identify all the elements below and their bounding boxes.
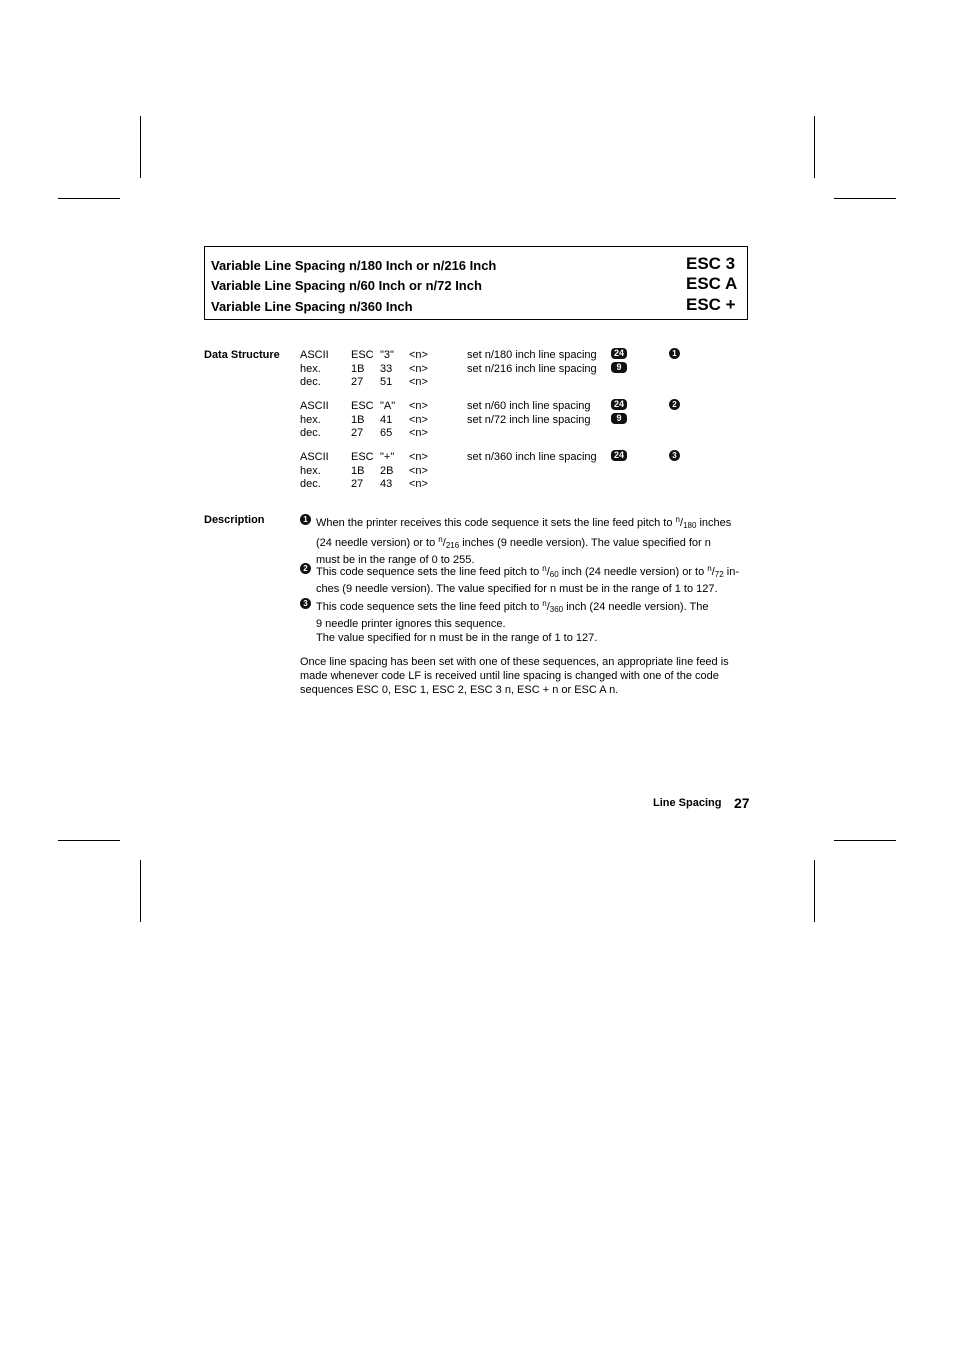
header-command: ESC A <box>686 274 738 293</box>
crop-mark <box>834 840 896 841</box>
param-cell: <n> <box>409 414 428 426</box>
code-cell: 1B <box>351 414 365 426</box>
param-cell: <n> <box>409 451 428 463</box>
crop-mark <box>140 860 141 922</box>
param-cell: <n> <box>409 349 428 361</box>
needle-9-badge-icon: 9 <box>611 413 627 424</box>
header-title: Variable Line Spacing n/360 Inch <box>211 299 413 314</box>
row-description: set n/60 inch line spacing <box>467 400 591 412</box>
row-type: hex. <box>300 414 321 426</box>
header-command: ESC 3 <box>686 254 736 273</box>
needle-24-badge-icon: 24 <box>611 450 627 461</box>
row-type: dec. <box>300 427 321 439</box>
code-cell: 27 <box>351 376 364 388</box>
page-number: 27 <box>734 795 750 811</box>
code-cell: 2B <box>380 465 394 477</box>
footnote-marker-icon: 2 <box>300 563 311 574</box>
code-cell: ESC <box>351 400 374 412</box>
crop-mark <box>58 840 120 841</box>
footnote-marker-icon: 1 <box>300 514 311 525</box>
code-cell: 43 <box>380 478 393 490</box>
header-command: ESC + <box>686 295 736 314</box>
row-type: dec. <box>300 478 321 490</box>
code-cell: 51 <box>380 376 393 388</box>
crop-mark <box>814 860 815 922</box>
description-item: When the printer receives this code sequence it sets the line feed pitch to $^n/_{180}$ inches (24 needle version) or to $^n/_{216}$ inches (9 needle version). The value specified for n must be in the range of 0 to 255. <box>316 515 732 566</box>
footnote-marker-icon: 2 <box>669 399 680 410</box>
description-item: This code sequence sets the line feed pitch to $^n/_{360}$ inch (24 needle version). The 9 needle printer ignores this sequence. The value specified for n must be in the range of 1 to 127. <box>316 599 709 644</box>
row-type: ASCII <box>300 400 329 412</box>
row-type: hex. <box>300 363 321 375</box>
row-type: dec. <box>300 376 321 388</box>
crop-mark <box>140 116 141 178</box>
row-type: ASCII <box>300 349 329 361</box>
param-cell: <n> <box>409 427 428 439</box>
row-description: set n/216 inch line spacing <box>467 363 597 375</box>
row-description: set n/72 inch line spacing <box>467 414 591 426</box>
needle-24-badge-icon: 24 <box>611 399 627 410</box>
footnote-marker-icon: 3 <box>300 598 311 609</box>
needle-24-badge-icon: 24 <box>611 348 627 359</box>
code-cell: 33 <box>380 363 393 375</box>
row-description: set n/180 inch line spacing <box>467 349 597 361</box>
row-type: ASCII <box>300 451 329 463</box>
code-cell: 65 <box>380 427 393 439</box>
code-cell: 27 <box>351 427 364 439</box>
footnote-marker-icon: 1 <box>669 348 680 359</box>
param-cell: <n> <box>409 465 428 477</box>
code-cell: 1B <box>351 465 365 477</box>
code-cell: ESC <box>351 349 374 361</box>
header-title: Variable Line Spacing n/180 Inch or n/216 Inch <box>211 258 497 273</box>
param-cell: <n> <box>409 376 428 388</box>
section-label-description: Description <box>204 514 265 526</box>
needle-9-badge-icon: 9 <box>611 362 627 373</box>
code-cell: 41 <box>380 414 393 426</box>
crop-mark <box>834 198 896 199</box>
footer-section-title: Line Spacing <box>653 797 722 809</box>
code-cell: "+" <box>380 451 395 463</box>
param-cell: <n> <box>409 363 428 375</box>
param-cell: <n> <box>409 400 428 412</box>
header-title: Variable Line Spacing n/60 Inch or n/72 Inch <box>211 278 482 293</box>
code-cell: 27 <box>351 478 364 490</box>
footnote-marker-icon: 3 <box>669 450 680 461</box>
code-cell: 1B <box>351 363 365 375</box>
row-description: set n/360 inch line spacing <box>467 451 597 463</box>
section-label-data-structure: Data Structure <box>204 349 280 361</box>
crop-mark <box>814 116 815 178</box>
crop-mark <box>58 198 120 199</box>
row-type: hex. <box>300 465 321 477</box>
code-cell: "3" <box>380 349 394 361</box>
description-item: This code sequence sets the line feed pitch to $^n/_{60}$ inch (24 needle version) or to $^n/_{72}$ in- ches (9 needle version). The value specified for n must be in the range of 1 to 127. <box>316 564 739 595</box>
command-header-box <box>204 246 748 320</box>
code-cell: "A" <box>380 400 396 412</box>
code-cell: ESC <box>351 451 374 463</box>
param-cell: <n> <box>409 478 428 490</box>
closing-paragraph: Once line spacing has been set with one of these sequences, an appropriate line feed is made whenever code LF is received until line spacing is changed with one of the code sequences ESC 0, ESC 1, ESC 2, ESC 3 n, ESC + n or ESC A n. <box>300 656 729 696</box>
